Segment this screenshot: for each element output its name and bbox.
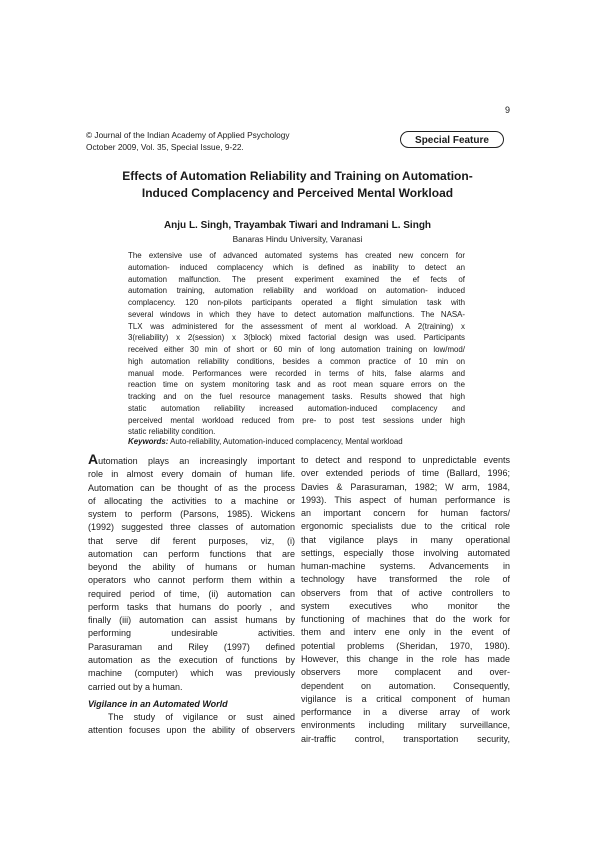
body-line: over extended periods of time (Ballard, 1996;	[301, 468, 510, 479]
body-line: performing undesirable activities.	[88, 628, 295, 639]
body-line: that vigilance plays in many operational	[301, 534, 510, 545]
body-line: Parasuraman and Riley (1997) defined	[88, 641, 295, 652]
body-line: observers more complacent and over-	[301, 667, 510, 678]
body-first-line	[88, 454, 295, 468]
page-number: 9	[505, 105, 511, 115]
body-line: 1993). This aspect of human performance is	[301, 494, 510, 505]
body-line: technology have transformed the role of	[301, 574, 510, 585]
title-line-1: Effects of Automation Reliability and Training on Automation-	[122, 169, 473, 183]
body-line: functioning of machines that do the work for	[301, 614, 510, 625]
abstract-line: static reliability condition.	[128, 427, 216, 437]
body-line: system executives who monitor the	[301, 600, 510, 611]
abstract-line: received either 30 min of short or 60 min of long automation training on low/mod/	[128, 345, 465, 354]
body-line: vigilance is a critical component of human	[301, 693, 510, 704]
abstract-line: automation training, automation reliability and workload on automation- induced	[128, 286, 465, 296]
body-line: system to perform (Parsons, 1985). Wickens	[88, 509, 295, 520]
body-line: them and interv ene only in the event of	[301, 627, 510, 638]
abstract-line: manual mode. Performances were recorded in terms of hits, false alarms and	[128, 368, 465, 378]
body-line: ergonomic specialists due to the critical role	[301, 521, 510, 532]
keywords-text: Auto-reliability, Automation-induced complacency, Mental workload	[168, 437, 403, 446]
body-line: human-machine systems. Advancements in	[301, 561, 510, 572]
abstract-line: complacency. 120 non-pilots participants operated a flight simulation task with	[128, 298, 465, 307]
body-line: potential problems (Sheridan, 1970, 1980).	[301, 640, 510, 651]
body-line: machine (computer) which was previously	[88, 668, 295, 679]
body-line: an important concern for human factors/	[301, 508, 510, 519]
abstract-line: automation malfunction. The present experiment examined the ef fects of	[128, 274, 465, 284]
authors: Anju L. Singh, Trayambak Tiwari and Indramani L. Singh	[163, 220, 432, 231]
body-line: dependent on automation. Consequently,	[301, 680, 510, 691]
section-heading: Vigilance in an Automated World	[88, 698, 228, 709]
keywords-label: Keywords:	[128, 437, 169, 446]
body-line: Automation can be thought of as the process	[88, 482, 295, 493]
abstract	[128, 250, 465, 438]
body-line: required period of time, (ii) automation can	[88, 588, 295, 599]
abstract-line: high automation reliability conditions, besides a common practice of 10 min on	[128, 356, 465, 366]
article-title	[70, 168, 525, 202]
body-line: role in almost every domain of human life.	[88, 469, 295, 480]
abstract-line: The extensive use of advanced automated systems has created new concern for	[128, 251, 465, 260]
journal-line-1: © Journal of the Indian Academy of Applied Psychology	[86, 130, 290, 140]
body-line: finally (iii) automation can assist humans by	[88, 615, 295, 626]
body-line: attention focuses upon the ability of observers	[88, 725, 295, 736]
body-line: beyond the ability of humans or human	[88, 562, 295, 573]
body-column-right	[301, 454, 510, 746]
drop-cap: A	[88, 454, 99, 467]
journal-citation	[86, 130, 290, 153]
body-line: automation as the execution of functions by	[88, 654, 295, 665]
body-line: environments including military surveillance,	[301, 720, 510, 731]
abstract-line: automation- induced complacency which is defined as inability to detect an	[128, 262, 465, 272]
abstract-line: TLX was administered for the assessment of ment al workload. A 2(training) x	[128, 321, 465, 331]
left-paragraph	[88, 468, 295, 694]
body-line: perform tasks that humans do poorly , and	[88, 601, 295, 612]
left-paragraph-2	[88, 711, 295, 738]
body-line: air-traffic control, transportation security,	[301, 733, 510, 744]
body-line: operators who cannot perform them within a	[88, 575, 295, 586]
body-line: settings, especially those involving automated	[301, 547, 510, 558]
body-line: However, this change in the role has made	[301, 653, 510, 664]
abstract-line: reaction time on system monitoring task and as root mean square errors on the	[128, 380, 465, 390]
first-line-text: utomation plays an increasingly important	[98, 456, 295, 466]
body-line: Davies & Parasuraman, 1982; W arm, 1984,	[301, 481, 510, 492]
abstract-line: several windows in which they have to detect automation malfunctions. The NASA-	[128, 309, 465, 319]
body-line: (1992) suggested three classes of automation	[88, 522, 295, 533]
body-line: carried out by a human.	[88, 681, 183, 692]
body-line: that serve dif ferent purposes, viz, (i)	[88, 535, 295, 546]
abstract-line: 3(reliability) x 2(session) x 3(block) mixed factorial design was used. Participants	[128, 333, 465, 343]
affiliation: Banaras Hindu University, Varanasi	[232, 234, 363, 244]
body-column-left	[88, 454, 295, 738]
abstract-line: tracking and on the fuel resource management tasks. Results showed that high	[128, 392, 465, 401]
title-line-2: Induced Complacency and Perceived Mental Workload	[141, 186, 454, 200]
abstract-line: perceived mental workload reduced from pre- to post test sessions under high	[128, 415, 465, 425]
body-line: performance in a diverse array of work	[301, 707, 510, 718]
body-line: to detect and respond to unpredictable events	[301, 455, 510, 465]
special-feature-badge: Special Feature	[400, 131, 504, 148]
keywords	[128, 437, 468, 446]
body-line: automation can perform functions that are	[88, 548, 295, 559]
body-line: observers from that of active controllers to	[301, 587, 510, 598]
abstract-line: static automation reliability increased automation-induced complacency and	[128, 403, 465, 413]
body-line: The study of vigilance or sust ained	[108, 712, 295, 723]
journal-line-2: October 2009, Vol. 35, Special Issue, 9-22.	[86, 141, 244, 152]
body-line: of allocating the activities to a machine or	[88, 495, 295, 506]
